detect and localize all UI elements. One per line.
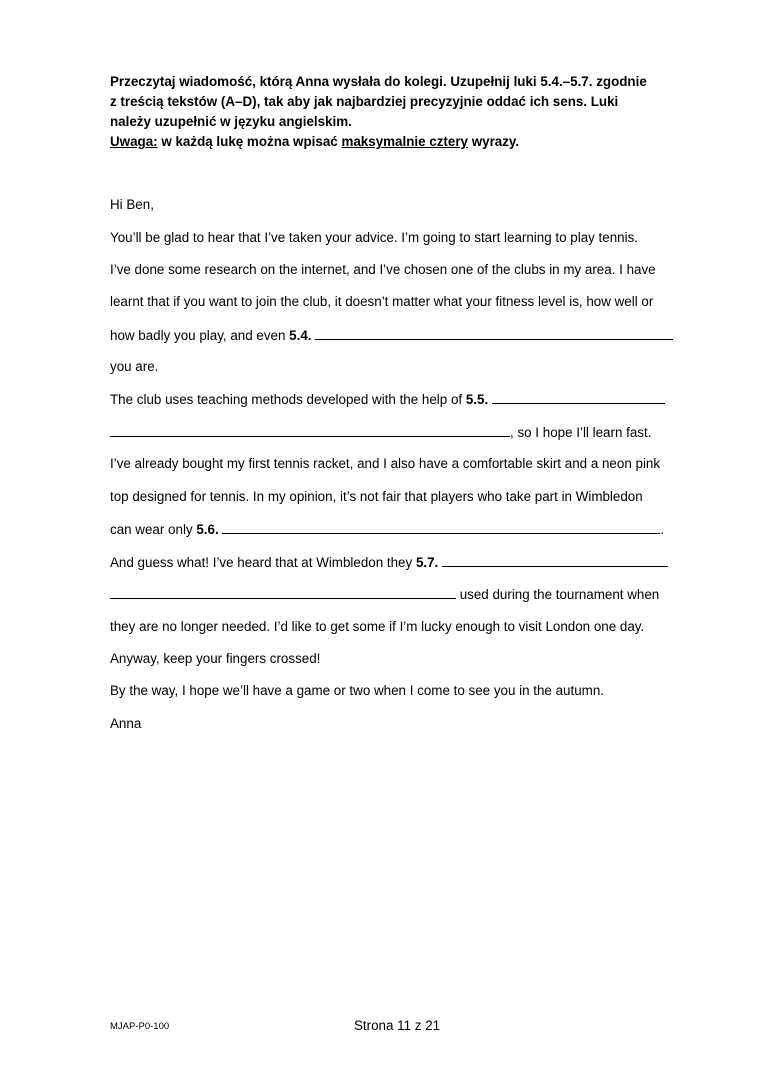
line-4-text: how badly you play, and even [110, 328, 290, 343]
letter-line-1: You’ll be glad to hear that I’ve taken your advice. I’m going to start learning to play tennis. [110, 230, 639, 245]
letter-line-11 [110, 554, 668, 570]
page-number: Strona 11 z 21 [354, 1018, 441, 1033]
letter-line-8: I’ve already bought my first tennis racket, and I also have a comfortable skirt and a neon pink [110, 456, 661, 471]
letter-line-5: you are. [110, 359, 159, 374]
exam-code: MJAP-P0-100 [110, 1021, 170, 1032]
task-instruction [110, 72, 710, 152]
line-10-text: can wear only [110, 522, 197, 537]
letter-signature: Anna [110, 716, 142, 731]
letter-line-6 [110, 391, 665, 407]
letter-line-7 [110, 424, 651, 440]
letter-line-4 [110, 327, 673, 343]
instruction-line-2: z treścią tekstów (A–D), tak aby jak najbardziej precyzyjnie oddać ich sens. Luki [110, 94, 619, 109]
gap-5-7-answer-line-b[interactable] [110, 586, 456, 599]
letter-line-12 [110, 586, 659, 602]
letter-line-10 [110, 521, 664, 537]
note-end: wyrazy. [468, 134, 520, 149]
note-mid: w każdą lukę można wpisać [157, 134, 342, 149]
instruction-note [110, 132, 710, 152]
gap-5-5-number: 5.5. [465, 392, 489, 407]
letter-line-13: they are no longer needed. I’d like to get some if I’m lucky enough to visit London one day. [110, 619, 645, 634]
line-11-text: And guess what! I’ve heard that at Wimbledon they [110, 555, 416, 570]
gap-5-6-number: 5.6. [196, 522, 219, 537]
line-12-text: used during the tournament when [456, 587, 660, 602]
letter-line-9: top designed for tennis. In my opinion, it’s not fair that players who take part in Wimbledon [110, 489, 643, 504]
instruction-line-3: należy uzupełnić w języku angielskim. [110, 114, 352, 129]
gap-5-4-number: 5.4. [289, 328, 312, 343]
gap-5-7-answer-line-a[interactable] [442, 554, 668, 567]
gap-5-5-answer-line-b[interactable] [110, 424, 510, 437]
letter-greeting: Hi Ben, [110, 197, 154, 212]
letter-line-14: Anyway, keep your fingers crossed! [110, 651, 321, 666]
letter-line-15: By the way, I hope we’ll have a game or two when I come to see you in the autumn. [110, 683, 604, 698]
note-emphasis: maksymalnie cztery [341, 134, 468, 149]
gap-5-6-answer-line[interactable] [222, 521, 660, 534]
letter-line-2: I’ve done some research on the internet, and I’ve chosen one of the clubs in my area. I have [110, 262, 656, 277]
letter-line-3: learnt that if you want to join the club, it doesn’t matter what your fitness level is, how well or [110, 294, 654, 309]
gap-5-5-answer-line-a[interactable] [492, 391, 665, 404]
gap-5-7-number: 5.7. [415, 555, 439, 570]
line-10-end: . [660, 522, 665, 537]
line-6-text: The club uses teaching methods developed with the help of [110, 392, 466, 407]
instruction-line-1: Przeczytaj wiadomość, którą Anna wysłała do kolegi. Uzupełnij luki 5.4.–5.7. zgodnie [110, 74, 647, 89]
note-label: Uwaga: [110, 134, 158, 149]
line-7-text: , so I hope I’ll learn fast. [510, 425, 652, 440]
gap-5-4-answer-line[interactable] [315, 327, 673, 340]
